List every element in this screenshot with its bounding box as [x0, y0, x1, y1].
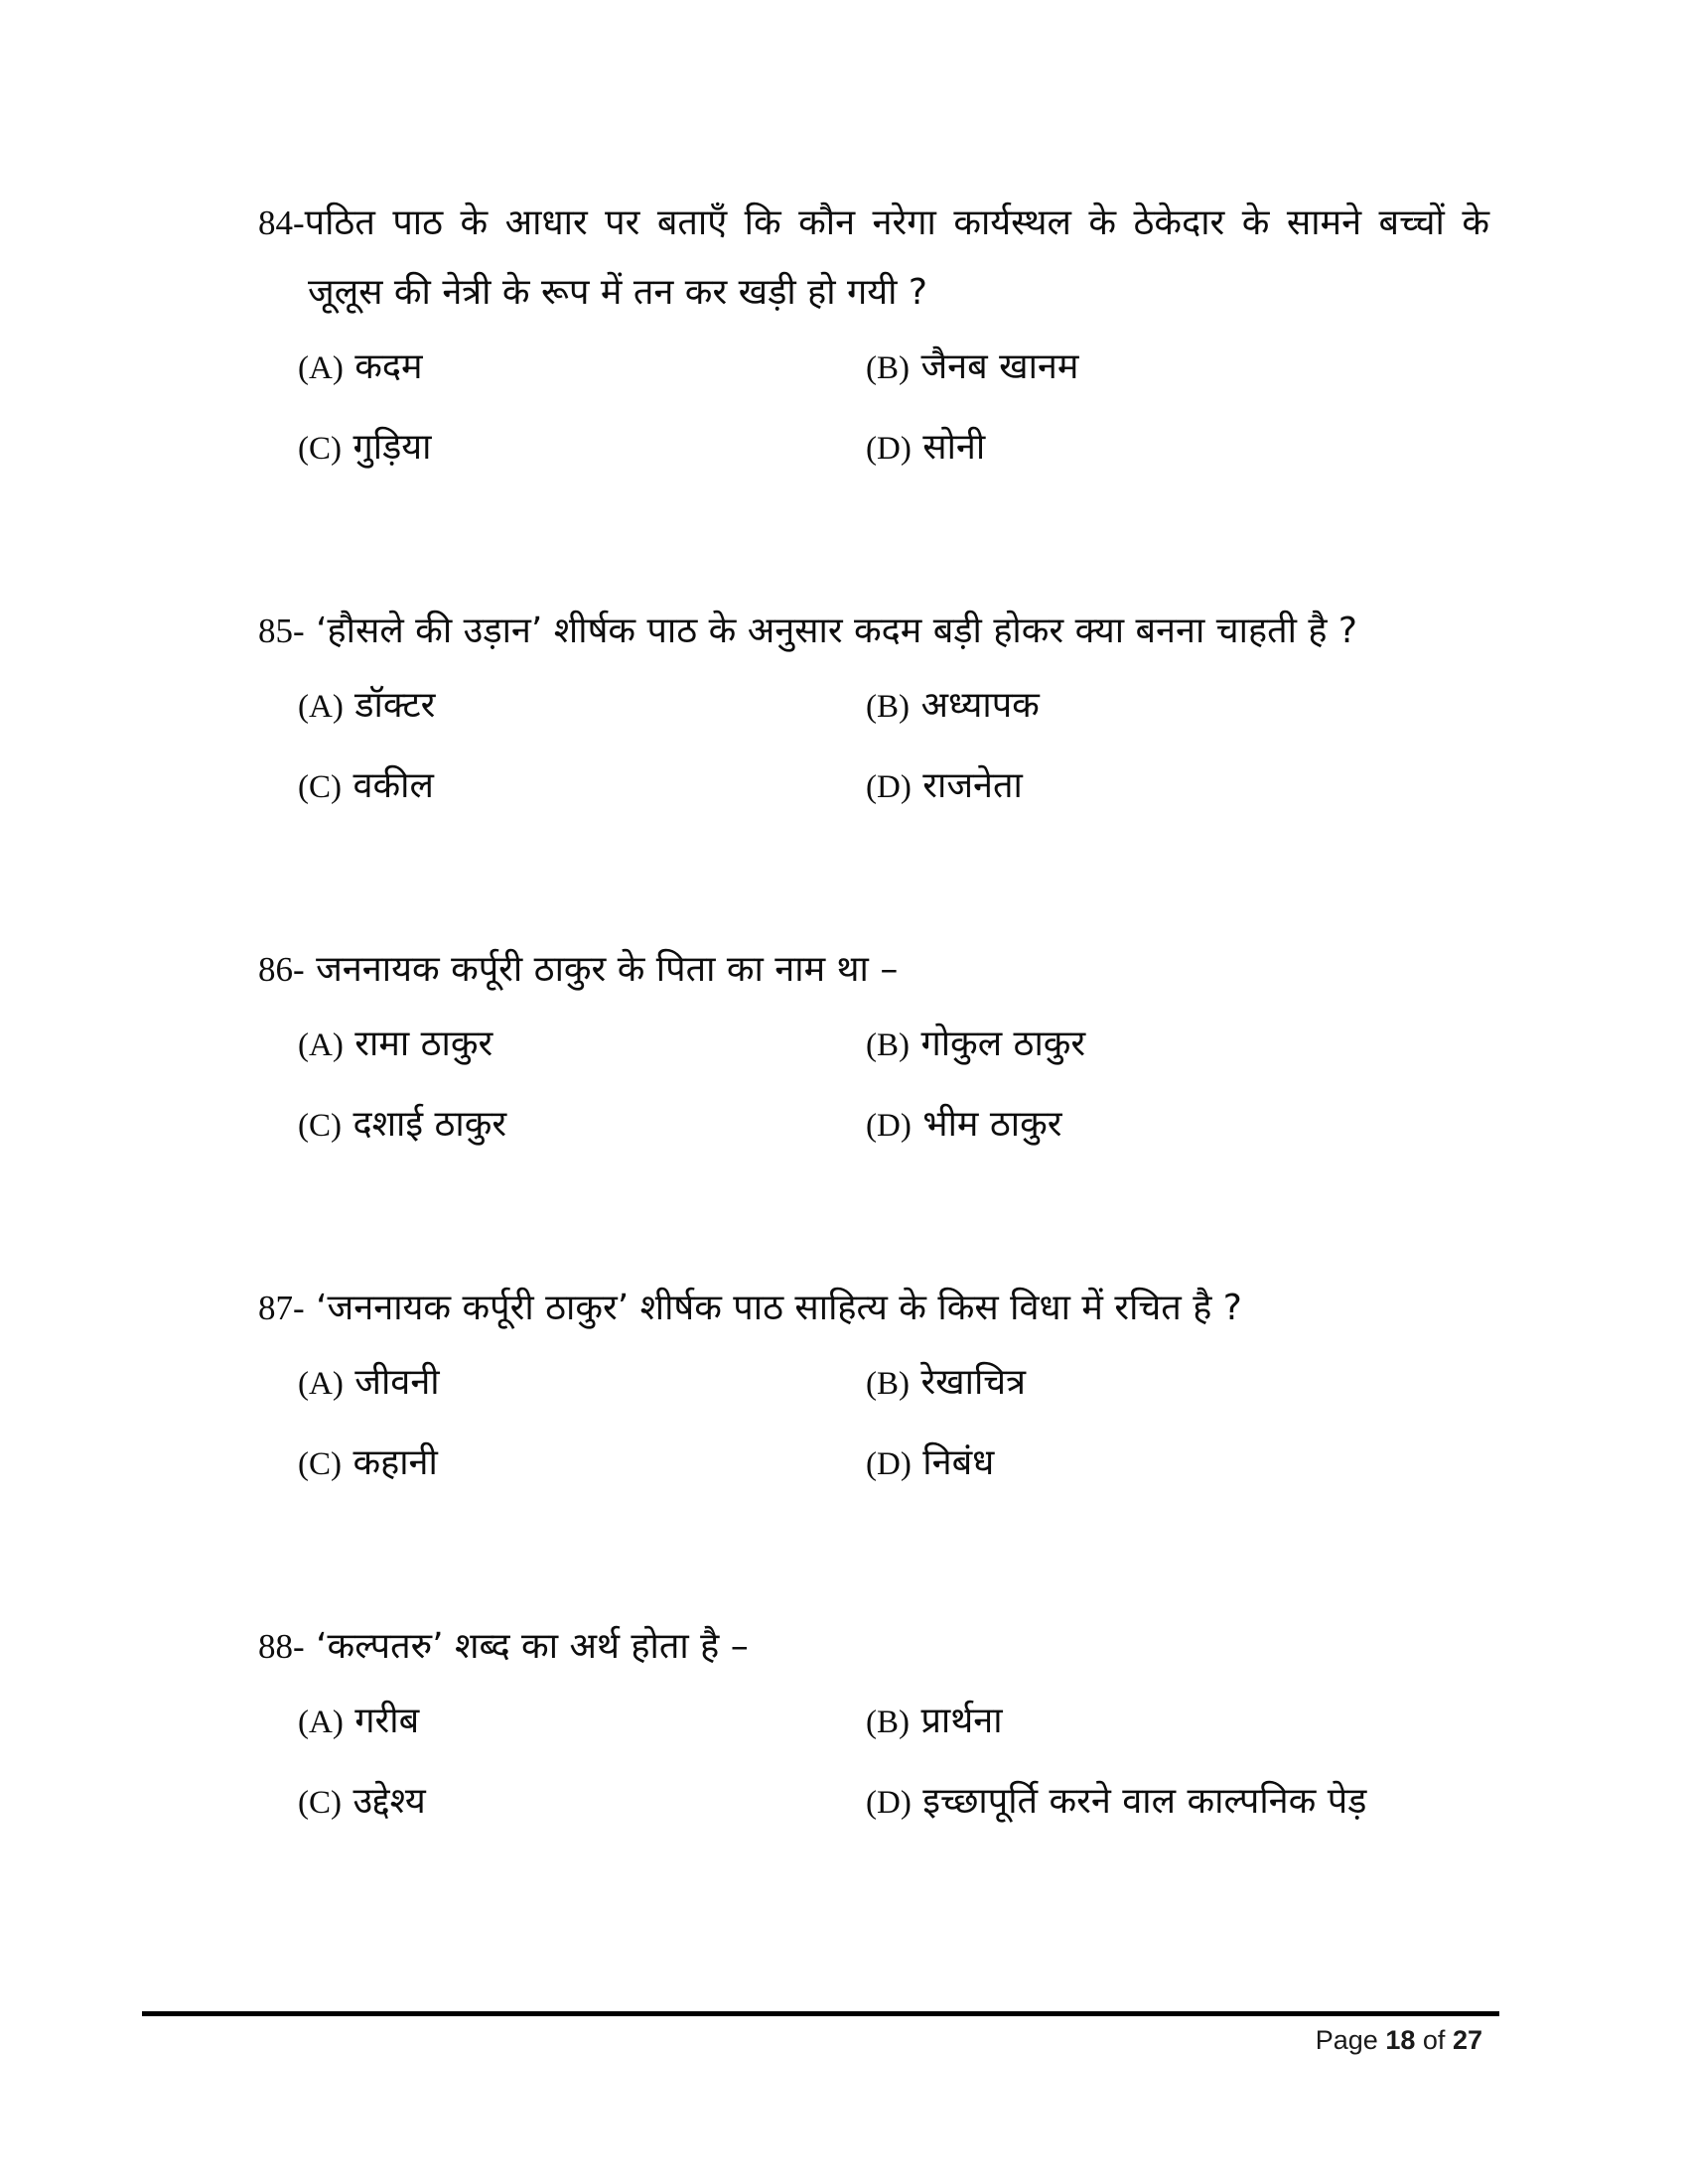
option-c: [298, 424, 866, 473]
option-label: (A): [298, 1366, 344, 1402]
option-c: [298, 762, 866, 811]
option-text: गोकुल ठाकुर: [920, 1024, 1086, 1064]
question-text-line: ‘जननायक कर्पूरी ठाकुर’ शीर्षक पाठ साहित्य के किस विधा में रचित है ?: [304, 1288, 1242, 1328]
option-text: गुड़िया: [352, 427, 432, 468]
option-label: (A): [298, 1027, 344, 1063]
option-text: कदम: [354, 346, 423, 387]
option-label: (C): [298, 1108, 342, 1144]
question-87-text: [258, 1274, 1489, 1343]
option-text: दशाई ठाकुर: [352, 1104, 507, 1145]
question-number: 88-: [258, 1627, 305, 1666]
option-label: (C): [298, 769, 342, 805]
question-86: [258, 935, 1489, 1150]
option-label: (B): [866, 689, 910, 725]
question-86-text: [258, 935, 1489, 1005]
option-text: रेखाचित्र: [920, 1362, 1027, 1403]
question-line: [258, 189, 1489, 258]
options-grid: [258, 682, 1489, 811]
option-c: [298, 1439, 866, 1488]
question-87: [258, 1274, 1489, 1488]
question-number: 84-: [258, 204, 305, 242]
option-label: (C): [298, 1785, 342, 1821]
option-text: डॉक्टर: [354, 685, 436, 726]
option-text: वकील: [352, 765, 434, 806]
options-grid: [258, 1359, 1489, 1488]
options-grid: [258, 1698, 1489, 1827]
question-text-line: पठित पाठ के आधार पर बताएँ कि कौन नरेगा कार्यस्थल के ठेकेदार के सामने बच्चों के: [304, 203, 1489, 243]
option-b: [866, 1021, 1489, 1069]
question-text-line: ‘कल्पतरु’ शब्द का अर्थ होता है –: [304, 1626, 749, 1667]
option-label: (C): [298, 1446, 342, 1482]
question-number: 86-: [258, 950, 305, 989]
question-number: 87-: [258, 1289, 305, 1327]
footer-of-label: of: [1422, 2025, 1446, 2055]
option-a: [298, 1359, 866, 1408]
footer-divider: [142, 2011, 1499, 2016]
question-text-line: ‘हौसले की उड़ान’ शीर्षक पाठ के अनुसार कदम बड़ी होकर क्या बनना चाहती है ?: [304, 611, 1358, 651]
option-text: राजनेता: [922, 765, 1023, 806]
option-text: प्रार्थना: [920, 1701, 1003, 1741]
question-85-text: [258, 597, 1489, 666]
question-line: [258, 935, 1489, 1005]
option-label: (A): [298, 1705, 344, 1740]
option-b: [866, 1359, 1489, 1408]
option-d: [866, 762, 1489, 811]
option-label: (D): [866, 769, 912, 805]
option-d: [866, 1778, 1489, 1827]
question-line: [258, 1612, 1489, 1682]
option-text: अध्यापक: [920, 685, 1040, 726]
option-a: [298, 1021, 866, 1069]
question-85: [258, 597, 1489, 811]
option-d: [866, 1439, 1489, 1488]
exam-page-content: [258, 189, 1489, 1951]
option-text: भीम ठाकुर: [922, 1104, 1062, 1145]
option-a: [298, 343, 866, 392]
option-a: [298, 1698, 866, 1746]
option-label: (D): [866, 1108, 912, 1144]
option-text: सोनी: [922, 427, 986, 468]
option-label: (A): [298, 689, 344, 725]
option-b: [866, 682, 1489, 731]
question-88: [258, 1612, 1489, 1827]
option-text: कहानी: [352, 1442, 438, 1483]
question-line: [258, 597, 1489, 666]
question-88-text: [258, 1612, 1489, 1682]
question-line: [258, 1274, 1489, 1343]
option-d: [866, 424, 1489, 473]
option-d: [866, 1101, 1489, 1150]
question-text-line: जूलूस की नेत्री के रूप में तन कर खड़ी हो गयी ?: [308, 272, 928, 313]
option-text: जैनब खानम: [920, 346, 1079, 387]
footer-page-label: Page: [1315, 2025, 1378, 2055]
footer-total-pages: 27: [1452, 2025, 1482, 2055]
option-text: उद्देश्य: [352, 1781, 426, 1822]
option-text: गरीब: [354, 1701, 420, 1741]
option-label: (C): [298, 431, 342, 467]
option-text: जीवनी: [354, 1362, 440, 1403]
option-c: [298, 1101, 866, 1150]
question-number: 85-: [258, 612, 305, 650]
question-text-line: जननायक कर्पूरी ठाकुर के पिता का नाम था –: [304, 949, 899, 990]
question-84: [258, 189, 1489, 473]
option-label: (D): [866, 1446, 912, 1482]
option-text: इच्छापूर्ति करने वाल काल्पनिक पेड़: [922, 1781, 1367, 1822]
option-label: (B): [866, 1705, 910, 1740]
question-84-text: [258, 189, 1489, 328]
option-c: [298, 1778, 866, 1827]
option-text: निबंध: [922, 1442, 995, 1483]
footer-page-number: 18: [1385, 2025, 1416, 2055]
option-label: (D): [866, 431, 912, 467]
option-label: (B): [866, 350, 910, 386]
option-label: (D): [866, 1785, 912, 1821]
option-a: [298, 682, 866, 731]
option-text: रामा ठाकुर: [354, 1024, 493, 1064]
page-footer: [1316, 2025, 1482, 2056]
options-grid: [258, 343, 1489, 473]
options-grid: [258, 1021, 1489, 1150]
option-b: [866, 343, 1489, 392]
option-b: [866, 1698, 1489, 1746]
option-label: (B): [866, 1366, 910, 1402]
option-label: (B): [866, 1027, 910, 1063]
option-label: (A): [298, 350, 344, 386]
